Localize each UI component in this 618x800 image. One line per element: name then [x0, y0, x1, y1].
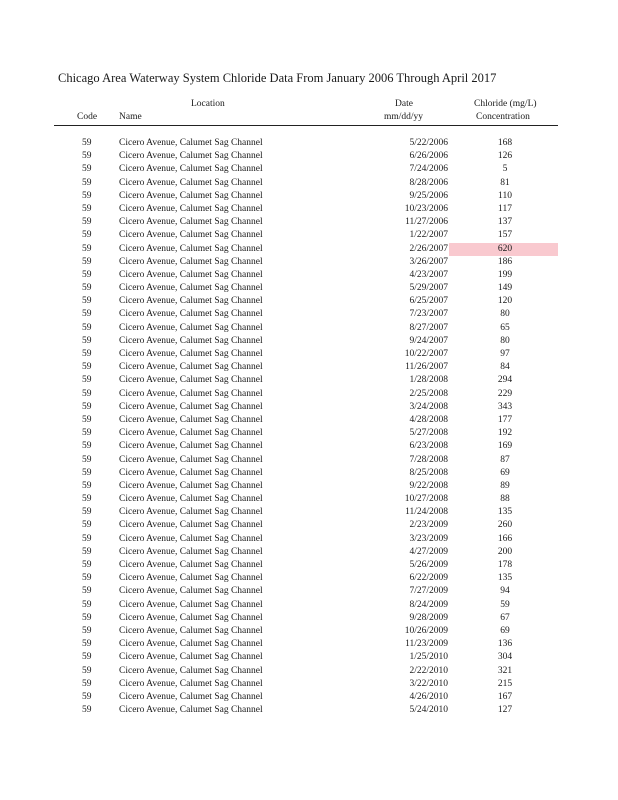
cell-name: Cicero Avenue, Calumet Sag Channel [119, 546, 263, 557]
cell-name: Cicero Avenue, Calumet Sag Channel [119, 322, 263, 333]
table-row [0, 414, 618, 427]
cell-concentration: 260 [497, 520, 513, 531]
cell-date: 4/27/2009 [409, 546, 448, 557]
table-row [0, 203, 618, 216]
cell-name: Cicero Avenue, Calumet Sag Channel [119, 217, 263, 228]
cell-concentration: 84 [500, 362, 510, 373]
cell-name: Cicero Avenue, Calumet Sag Channel [119, 639, 263, 650]
cell-name: Cicero Avenue, Calumet Sag Channel [119, 269, 263, 280]
cell-code: 59 [82, 691, 92, 702]
table-row [0, 467, 618, 480]
cell-code: 59 [82, 177, 92, 188]
cell-name: Cicero Avenue, Calumet Sag Channel [119, 454, 263, 465]
table-row [0, 150, 618, 163]
cell-name: Cicero Avenue, Calumet Sag Channel [119, 283, 263, 294]
cell-code: 59 [82, 283, 92, 294]
cell-concentration: 97 [500, 349, 510, 359]
cell-code: 59 [82, 243, 92, 254]
cell-name: Cicero Avenue, Calumet Sag Channel [119, 520, 263, 531]
table-row [0, 704, 618, 717]
header-concentration: Concentration [476, 112, 530, 122]
cell-code: 59 [82, 678, 92, 689]
cell-date: 3/24/2008 [409, 401, 448, 412]
cell-code: 59 [82, 612, 92, 623]
table-row [0, 493, 618, 506]
cell-name: Cicero Avenue, Calumet Sag Channel [119, 467, 263, 478]
header-location: Location [191, 99, 225, 109]
cell-date: 5/29/2007 [409, 283, 448, 294]
cell-code: 59 [82, 639, 92, 650]
cell-date: 8/24/2009 [409, 599, 448, 610]
cell-name: Cicero Avenue, Calumet Sag Channel [119, 164, 263, 175]
table-row [0, 691, 618, 704]
cell-concentration: 157 [497, 230, 513, 241]
cell-code: 59 [82, 269, 92, 280]
cell-name: Cicero Avenue, Calumet Sag Channel [119, 190, 263, 201]
cell-date: 1/22/2007 [409, 230, 448, 241]
cell-name: Cicero Avenue, Calumet Sag Channel [119, 401, 263, 412]
cell-name: Cicero Avenue, Calumet Sag Channel [119, 625, 263, 636]
cell-date: 11/24/2008 [405, 507, 448, 518]
cell-date: 2/22/2010 [409, 665, 448, 676]
cell-date: 2/23/2009 [409, 520, 448, 531]
cell-concentration: 94 [500, 586, 510, 597]
cell-code: 59 [82, 480, 92, 491]
cell-date: 6/26/2006 [409, 151, 448, 162]
table-row [0, 401, 618, 414]
cell-concentration: 343 [497, 401, 513, 412]
cell-name: Cicero Avenue, Calumet Sag Channel [119, 349, 263, 359]
cell-date: 7/27/2009 [409, 586, 448, 597]
cell-concentration: 65 [500, 322, 510, 333]
cell-name: Cicero Avenue, Calumet Sag Channel [119, 691, 263, 702]
cell-code: 59 [82, 625, 92, 636]
table-row [0, 599, 618, 612]
table-row [0, 454, 618, 467]
cell-concentration: 110 [498, 190, 512, 201]
cell-name: Cicero Avenue, Calumet Sag Channel [119, 573, 263, 584]
cell-code: 59 [82, 652, 92, 663]
cell-date: 3/26/2007 [409, 256, 448, 267]
cell-name: Cicero Avenue, Calumet Sag Channel [119, 375, 263, 386]
cell-code: 59 [82, 428, 92, 439]
table-row [0, 335, 618, 348]
cell-date: 8/27/2007 [409, 322, 448, 333]
cell-date: 8/28/2006 [409, 177, 448, 188]
cell-name: Cicero Avenue, Calumet Sag Channel [119, 388, 263, 399]
cell-date: 2/25/2008 [409, 388, 448, 399]
cell-concentration: 88 [500, 494, 510, 505]
cell-concentration: 59 [500, 599, 510, 610]
table-row [0, 163, 618, 176]
cell-date: 4/28/2008 [409, 414, 448, 425]
table-row [0, 190, 618, 203]
cell-name: Cicero Avenue, Calumet Sag Channel [119, 414, 263, 425]
table-row [0, 295, 618, 308]
cell-name: Cicero Avenue, Calumet Sag Channel [119, 533, 263, 544]
cell-concentration: 120 [497, 296, 513, 307]
cell-date: 6/22/2009 [409, 573, 448, 584]
cell-date: 3/23/2009 [409, 533, 448, 544]
cell-code: 59 [82, 560, 92, 570]
cell-date: 8/25/2008 [409, 467, 448, 478]
table-row [0, 665, 618, 678]
cell-code: 59 [82, 520, 92, 531]
cell-date: 1/25/2010 [409, 652, 448, 663]
cell-date: 9/25/2006 [409, 190, 448, 201]
cell-code: 59 [82, 362, 92, 373]
cell-date: 9/28/2009 [409, 612, 448, 623]
cell-date: 3/22/2010 [409, 678, 448, 689]
table-row [0, 519, 618, 532]
table-row [0, 559, 618, 572]
cell-name: Cicero Avenue, Calumet Sag Channel [119, 177, 263, 188]
cell-concentration: 168 [497, 138, 513, 148]
cell-code: 59 [82, 203, 92, 214]
cell-concentration: 321 [497, 665, 513, 676]
table-row [0, 533, 618, 546]
cell-code: 59 [82, 217, 92, 228]
table-row [0, 216, 618, 229]
header-date-format: mm/dd/yy [384, 112, 424, 122]
cell-code: 59 [82, 586, 92, 597]
cell-name: Cicero Avenue, Calumet Sag Channel [119, 441, 263, 452]
cell-concentration: 167 [497, 691, 513, 702]
cell-concentration: 136 [497, 639, 513, 650]
cell-concentration: 81 [500, 177, 510, 188]
table-row [0, 177, 618, 190]
cell-name: Cicero Avenue, Calumet Sag Channel [119, 138, 263, 148]
cell-concentration: 200 [497, 546, 513, 557]
cell-concentration: 137 [497, 217, 513, 228]
cell-concentration: 67 [500, 612, 510, 623]
cell-concentration: 294 [497, 375, 513, 386]
cell-date: 4/26/2010 [409, 691, 448, 702]
table-row [0, 269, 618, 282]
cell-name: Cicero Avenue, Calumet Sag Channel [119, 612, 263, 623]
cell-date: 10/23/2006 [404, 203, 448, 214]
cell-name: Cicero Avenue, Calumet Sag Channel [119, 203, 263, 214]
table-row [0, 546, 618, 559]
cell-date: 6/25/2007 [409, 296, 448, 307]
cell-concentration: 69 [500, 625, 510, 636]
cell-concentration: 69 [500, 467, 510, 478]
cell-code: 59 [82, 375, 92, 386]
table-row [0, 480, 618, 493]
cell-date: 5/24/2010 [409, 705, 448, 716]
cell-date: 5/26/2009 [409, 560, 448, 570]
cell-name: Cicero Avenue, Calumet Sag Channel [119, 362, 263, 373]
cell-code: 59 [82, 507, 92, 518]
cell-concentration: 127 [497, 705, 513, 716]
cell-name: Cicero Avenue, Calumet Sag Channel [119, 494, 263, 505]
cell-name: Cicero Avenue, Calumet Sag Channel [119, 428, 263, 439]
table-row [0, 625, 618, 638]
cell-concentration: 304 [497, 652, 513, 663]
cell-date: 5/27/2008 [409, 428, 448, 439]
cell-code: 59 [82, 441, 92, 452]
table-row [0, 427, 618, 440]
cell-concentration: 5 [502, 164, 508, 175]
cell-concentration: 166 [497, 533, 513, 544]
cell-date: 11/27/2006 [405, 217, 448, 228]
header-chloride: Chloride (mg/L) [474, 99, 537, 109]
cell-name: Cicero Avenue, Calumet Sag Channel [119, 705, 263, 716]
cell-code: 59 [82, 256, 92, 267]
cell-name: Cicero Avenue, Calumet Sag Channel [119, 560, 263, 570]
cell-date: 10/27/2008 [404, 494, 448, 505]
cell-date: 10/22/2007 [404, 349, 448, 359]
cell-date: 11/26/2007 [405, 362, 448, 373]
cell-name: Cicero Avenue, Calumet Sag Channel [119, 652, 263, 663]
cell-code: 59 [82, 151, 92, 162]
cell-code: 59 [82, 164, 92, 175]
cell-name: Cicero Avenue, Calumet Sag Channel [119, 243, 263, 254]
table-row [0, 651, 618, 664]
cell-code: 59 [82, 349, 92, 359]
cell-code: 59 [82, 599, 92, 610]
cell-name: Cicero Avenue, Calumet Sag Channel [119, 230, 263, 241]
header-rule [54, 125, 558, 126]
cell-date: 9/22/2008 [409, 480, 448, 491]
cell-date: 4/23/2007 [409, 269, 448, 280]
cell-concentration: 215 [497, 678, 513, 689]
cell-date: 2/26/2007 [409, 243, 448, 254]
cell-code: 59 [82, 573, 92, 584]
cell-name: Cicero Avenue, Calumet Sag Channel [119, 335, 263, 346]
table-row [0, 282, 618, 295]
cell-concentration: 135 [497, 573, 513, 584]
table-row [0, 506, 618, 519]
cell-name: Cicero Avenue, Calumet Sag Channel [119, 678, 263, 689]
cell-concentration: 177 [497, 414, 513, 425]
cell-concentration: 135 [497, 507, 513, 518]
data-table [0, 137, 618, 717]
table-row [0, 243, 618, 256]
header-name: Name [119, 112, 142, 122]
cell-code: 59 [82, 335, 92, 346]
cell-name: Cicero Avenue, Calumet Sag Channel [119, 480, 263, 491]
cell-code: 59 [82, 309, 92, 320]
cell-name: Cicero Avenue, Calumet Sag Channel [119, 296, 263, 307]
cell-code: 59 [82, 230, 92, 241]
cell-code: 59 [82, 494, 92, 505]
cell-concentration: 169 [497, 441, 513, 452]
cell-concentration: 126 [497, 151, 513, 162]
cell-concentration: 80 [500, 309, 510, 320]
cell-date: 7/24/2006 [409, 164, 448, 175]
cell-concentration: 620 [497, 243, 513, 254]
table-row [0, 638, 618, 651]
cell-concentration: 186 [497, 256, 513, 267]
cell-concentration: 80 [500, 335, 510, 346]
cell-code: 59 [82, 467, 92, 478]
cell-name: Cicero Avenue, Calumet Sag Channel [119, 507, 263, 518]
cell-date: 6/23/2008 [409, 441, 448, 452]
cell-date: 5/22/2006 [409, 138, 448, 148]
cell-concentration: 87 [500, 454, 510, 465]
table-row [0, 308, 618, 321]
document-title: Chicago Area Waterway System Chloride Data From January 2006 Through April 2017 [58, 71, 497, 85]
table-row [0, 374, 618, 387]
cell-concentration: 229 [497, 388, 513, 399]
cell-code: 59 [82, 296, 92, 307]
table-row [0, 348, 618, 361]
cell-name: Cicero Avenue, Calumet Sag Channel [119, 599, 263, 610]
cell-code: 59 [82, 388, 92, 399]
cell-date: 1/28/2008 [409, 375, 448, 386]
table-row [0, 229, 618, 242]
cell-date: 7/23/2007 [409, 309, 448, 320]
cell-date: 9/24/2007 [409, 335, 448, 346]
cell-concentration: 117 [498, 203, 512, 214]
table-row [0, 440, 618, 453]
cell-code: 59 [82, 665, 92, 676]
cell-name: Cicero Avenue, Calumet Sag Channel [119, 665, 263, 676]
cell-concentration: 192 [497, 428, 513, 439]
table-row [0, 585, 618, 598]
cell-name: Cicero Avenue, Calumet Sag Channel [119, 256, 263, 267]
table-row [0, 612, 618, 625]
cell-code: 59 [82, 705, 92, 716]
table-row [0, 361, 618, 374]
table-row [0, 256, 618, 269]
table-row [0, 572, 618, 585]
cell-date: 11/23/2009 [405, 639, 448, 650]
header-code: Code [77, 112, 98, 122]
table-row [0, 678, 618, 691]
cell-code: 59 [82, 190, 92, 201]
cell-code: 59 [82, 401, 92, 412]
cell-name: Cicero Avenue, Calumet Sag Channel [119, 586, 263, 597]
cell-code: 59 [82, 533, 92, 544]
cell-date: 7/28/2008 [409, 454, 448, 465]
cell-code: 59 [82, 454, 92, 465]
cell-concentration: 178 [497, 560, 513, 570]
cell-code: 59 [82, 322, 92, 333]
cell-concentration: 89 [500, 480, 510, 491]
table-row [0, 388, 618, 401]
cell-code: 59 [82, 546, 92, 557]
cell-concentration: 149 [497, 283, 513, 294]
cell-code: 59 [82, 414, 92, 425]
table-row [0, 322, 618, 335]
cell-name: Cicero Avenue, Calumet Sag Channel [119, 151, 263, 162]
cell-date: 10/26/2009 [404, 625, 448, 636]
table-row [0, 137, 618, 150]
cell-name: Cicero Avenue, Calumet Sag Channel [119, 309, 263, 320]
cell-concentration: 199 [497, 269, 513, 280]
header-date: Date [395, 99, 413, 109]
cell-code: 59 [82, 138, 92, 148]
